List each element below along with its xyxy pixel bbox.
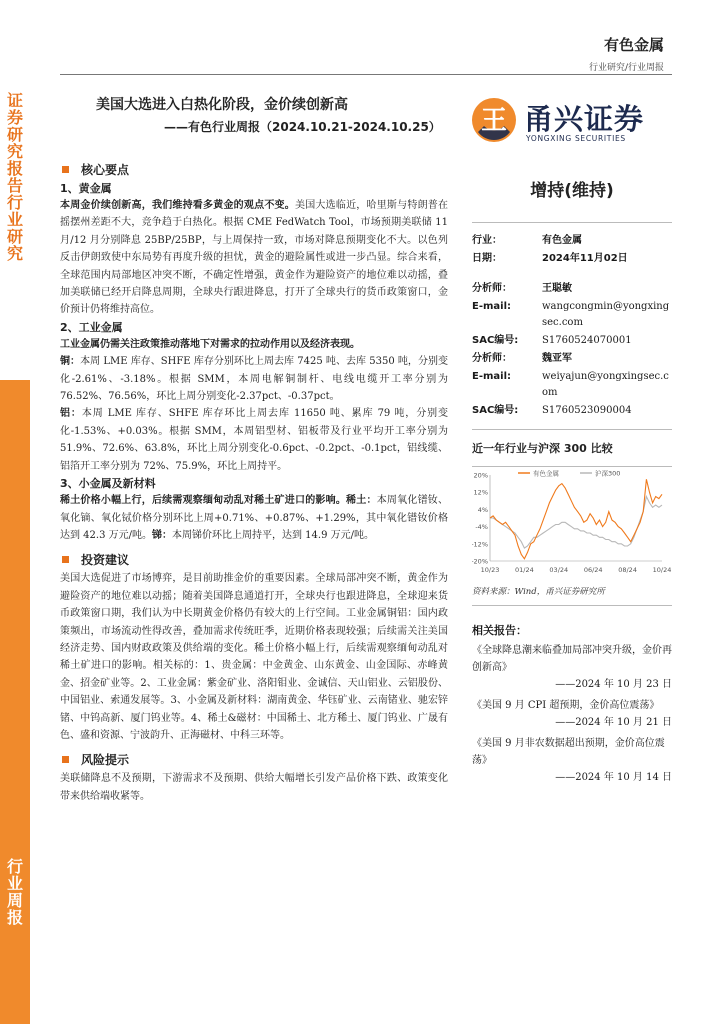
- info-industry-label: 行业：: [472, 235, 502, 246]
- risk-heading-text: 风险提示: [81, 752, 130, 767]
- company-logo: [470, 96, 670, 146]
- chart-y-tick-label: 20%: [473, 471, 488, 480]
- analyst2-sac-label: SAC编号:: [472, 405, 519, 416]
- antimony-text: 本周锑价环比上周持平，达到 14.9 万元/吨。: [172, 529, 374, 541]
- related-report-date: ——2024 年 10 月 14 日: [555, 772, 672, 783]
- industrial-subheading: 2、工业金属: [60, 320, 123, 334]
- related-report-item[interactable]: [472, 697, 672, 731]
- analyst2-label: 分析师：: [472, 353, 512, 364]
- chart-container: [472, 466, 672, 583]
- chart-legend-label: 沪深300: [595, 469, 621, 478]
- chart-y-tick-label: 4%: [477, 505, 488, 514]
- gold-paragraph: [60, 197, 448, 319]
- minor-metals-lead: 稀土价格小幅上行，后续需观察缅甸动乱对稀土矿进口的影响。稀土：: [60, 495, 377, 507]
- core-points-heading: [60, 158, 448, 180]
- chart-x-tick-label: 03/24: [549, 566, 569, 574]
- rare-earth-text: 本周氧化镨钕、氧化镝、氧化铽价格分别环比上周+0.71%、+0.87%、+1.29%，其中氧化镨钕价格达到 42.3 万元/吨。: [60, 495, 449, 541]
- copper-label: 铜：: [60, 356, 81, 368]
- info-date-value: 2024年11月02日: [542, 253, 628, 264]
- related-report-date: ——2024 年 10 月 23 日: [555, 679, 672, 690]
- chart-top-divider: [472, 429, 672, 430]
- minor-metals-subheading: 3、小金属及新材料: [60, 477, 156, 491]
- analyst1-email-row: [472, 299, 672, 331]
- analyst2-sac: S1760523090004: [542, 405, 632, 416]
- investment-heading: [60, 548, 448, 570]
- logo-chinese-name: 甬兴证券: [524, 102, 645, 136]
- bullet-square-icon: [62, 166, 69, 173]
- report-subtitle: ——有色行业周报（2024.10.21-2024.10.25）: [164, 120, 441, 134]
- analyst1-sac-label: SAC编号:: [472, 335, 519, 346]
- report-title: 美国大选进入白热化阶段，金价续创新高: [96, 97, 348, 113]
- related-report-title: 《全球降息潮来临叠加局部冲突升级，金价再创新高》: [472, 645, 672, 673]
- info-industry-row: [472, 233, 672, 249]
- related-reports-list: [472, 642, 672, 786]
- chart-x-tick-label: 01/24: [515, 566, 534, 574]
- header-sector: 有色金属: [603, 36, 664, 54]
- analyst2-email[interactable]: weiyajun@yongxingsec.com: [542, 371, 669, 398]
- aluminum-label: 铝：: [60, 408, 82, 420]
- header-report-type: 行业研究/行业周报: [588, 63, 664, 73]
- header-sector-block: [589, 34, 664, 73]
- related-report-date: ——2024 年 10 月 21 日: [555, 717, 672, 728]
- info-date-label: 日期：: [472, 253, 502, 264]
- chart-legend-label: 有色金属: [533, 469, 559, 478]
- analyst1-row: [472, 281, 672, 297]
- svg-text:王: 王: [480, 106, 508, 136]
- related-reports-heading: 相关报告：: [472, 624, 527, 637]
- chart-series-line-csi300: [490, 497, 662, 549]
- side-banner-top: [0, 0, 30, 378]
- analyst1-label: 分析师：: [472, 283, 512, 294]
- chart-x-tick-label: 10/23: [480, 566, 500, 574]
- bullet-square-icon: [62, 756, 69, 763]
- chart-y-tick-label: -20%: [472, 557, 488, 566]
- chart-series-line-nonferrous: [490, 479, 662, 559]
- related-report-title: 《美国 9 月 CPI 超预期，金价高位震荡》: [472, 700, 660, 711]
- risk-heading: [60, 748, 448, 770]
- bullet-square-icon: [62, 556, 69, 563]
- chart-y-tick-label: 12%: [473, 488, 488, 497]
- analyst1-sac: S1760524070001: [542, 335, 632, 346]
- core-points-heading-text: 核心要点: [81, 162, 130, 177]
- copper-paragraph: [60, 353, 448, 405]
- side-banner-orange: [0, 380, 30, 1024]
- chart-y-tick-label: -4%: [475, 523, 488, 532]
- minor-metals-paragraph: [60, 492, 448, 544]
- main-column: [60, 158, 448, 805]
- related-report-item[interactable]: [472, 642, 672, 693]
- gold-subheading: 1、黄金属: [60, 182, 112, 195]
- side-banner: [0, 0, 30, 1024]
- info-date-row: [472, 251, 672, 267]
- chart-x-tick-label: 10/24: [652, 566, 672, 574]
- risk-paragraph: 美联储降息不及预期，下游需求不及预期、供给大幅增长引发产品价格下跌、政策变化带来供给端收紧等。: [60, 773, 448, 802]
- source-divider: [472, 605, 672, 606]
- chart-title: 近一年行业与沪深 300 比较: [472, 442, 613, 455]
- side-banner-bottom-text: 行业周报: [6, 857, 23, 927]
- aluminum-text: 本周 LME 库存、SHFE 库存环比上周去库 11650 吨、累库 79 吨，分别变化-1.53%、+0.03%。根据 SMM，本周铝型材、铝板带及行业平均开工率分别为 51.9%、72.6%、63.8%，环比上周分别变化-0.6pct、-0.2pct、-0.1pct，铝线缆、铝箔开工率分别为 72%、75.9%，环比上周持平。: [60, 408, 449, 472]
- chart-source: 资料来源：Wind，甬兴证券研究所: [472, 587, 605, 597]
- aluminum-paragraph: [60, 405, 448, 475]
- analyst2-email-label: E-mail:: [472, 371, 512, 382]
- header-divider: [60, 74, 672, 75]
- analyst1-email-label: E-mail:: [472, 301, 512, 312]
- analyst2-sac-row: [472, 403, 672, 419]
- rating: 增持(维持): [530, 181, 614, 201]
- analyst2-row: [472, 351, 672, 367]
- analyst1-email[interactable]: wangcongmin@yongxingsec.com: [542, 301, 670, 328]
- analyst2-name: 魏亚军: [542, 353, 572, 364]
- logo-english-name: YONGXING SECURITIES: [526, 134, 626, 143]
- related-report-item[interactable]: [472, 735, 672, 786]
- copper-text: 本周 LME 库存、SHFE 库存分别环比上周去库 7425 吨、去库 5350 吨，分别变化-2.61%、-3.18%。根据 SMM，本周电解铜制杆、电线电缆开工率分别为 76.52%、76.56%，环比上周分别变化-2.37pct、-0.37pct。: [60, 356, 449, 403]
- analyst2-email-row: [472, 369, 672, 401]
- investment-paragraph: 美国大选促进了市场博弈，是目前助推金价的重要因素。全球局部冲突不断，黄金作为避险资产的地位难以动摇；随着美国降息通道打开，全球央行也跟进降息，全球迎来货币政策窗口期，我们认为中长期黄金价格仍有较大的上行空间。工业金属铜铝：国内政策频出，市场流动性得改善，叠加需求传统旺季，近期价格表现较强；后续需关注美国经济走势、国内财政政策及供给端的变化。稀土价格小幅上行，后续需观察缅甸动乱对稀土矿进口的影响。相关标的：1、贵金属：中金黄金、山东黄金、山金国际、赤峰黄金、招金矿业等。2、工业金属：紫金矿业、洛阳钼业、金诚信、天山铝业、云铝股份、中国铝业、索通发展等。3、小金属及新材料：湖南黄金、华钰矿业、云南锗业、驰宏锌锗、中钨高新、厦门钨业等。4、稀土&磁材：中国稀土、北方稀土、厦门钨业、广晟有色、盛和资源、宁波韵升、正海磁材、中科三环等。: [60, 573, 448, 741]
- logo-mark-icon: [470, 96, 518, 144]
- industrial-paragraph: [60, 336, 448, 353]
- investment-heading-text: 投资建议: [81, 552, 130, 567]
- gold-lead: 本周金价续创新高，我们维持看多黄金的观点不变。: [60, 200, 295, 211]
- industrial-lead: 工业金属仍需关注政策推动落地下对需求的拉动作用以及经济表现。: [60, 338, 360, 350]
- chart-x-tick-label: 06/24: [583, 566, 603, 574]
- info-column: [472, 158, 672, 786]
- info-industry-value: 有色金属: [542, 235, 582, 246]
- analyst1-name: 王聪敏: [542, 283, 572, 294]
- gold-text: 美国大选临近，哈里斯与特朗普在摇摆州差距不大，竞争趋于白热化。根据 CME FedWatch Tool，市场预期美联储 11 月/12 月分别降息 25BP/25BP，与上周保持一致，市场对降息预期变化不大。以色列反击伊朗致使中东局势有再度升级的担忧，黄金的避险属性或进一步凸显。综合来看，全球范围内局部地区冲突不断，不确定性增强，黄金作为避险资产的地位难以动摇，叠加美联储已经开启降息周期，全球央行跟进降息，打开了全球央行的货币政策窗口，金价预计仍将维持高位。: [60, 200, 449, 316]
- analyst1-sac-row: [472, 333, 672, 349]
- side-banner-top-text: 证券研究报告 行业研究: [6, 91, 23, 263]
- chart-y-tick-label: -12%: [472, 540, 488, 549]
- related-report-title: 《美国 9 月非农数据超出预期，金价高位震荡》: [472, 738, 665, 766]
- chart-x-tick-label: 08/24: [618, 566, 637, 574]
- chart-svg: [472, 467, 672, 579]
- antimony-label: 锑：: [152, 529, 172, 541]
